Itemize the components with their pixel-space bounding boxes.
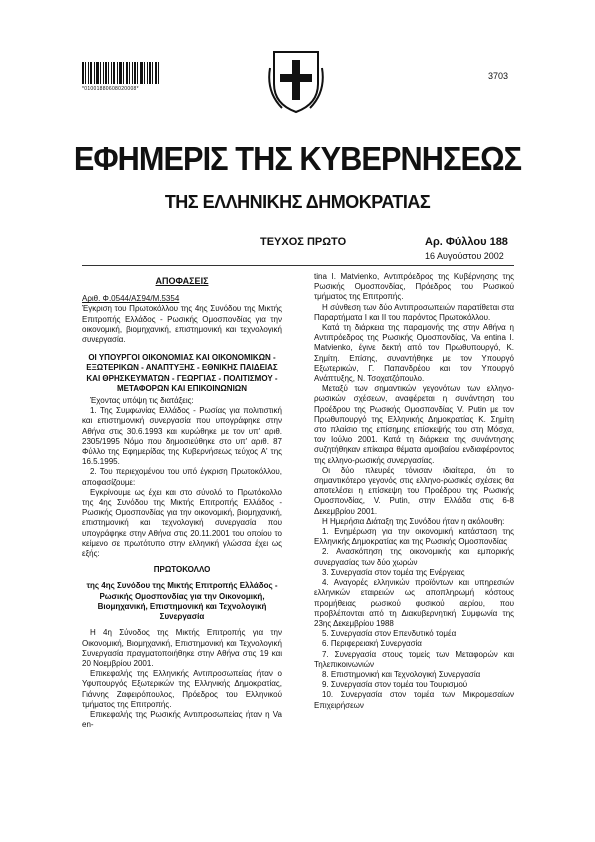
decision-reference: Αριθ. Φ.0544/ΑΣ94/Μ.5354 — [82, 294, 180, 304]
right-paragraph-1: Η σύνθεση των δύο Αντιπροσωπειών παρατίθεται στα Παραρτήματα I και II του παρόντος Πρωτοκόλλου. — [314, 302, 514, 322]
sheet-number: Αρ. Φύλλου 188 — [425, 236, 508, 248]
gazette-subtitle: ΤΗΣ ΕΛΛΗΝΙΚΗΣ ΔΗΜΟΚΡΑΤΙΑΣ — [164, 192, 431, 212]
agenda-item: 9. Συνεργασία στον τομέα του Τουρισμού — [322, 680, 468, 690]
agenda-item: 6. Περιφερειακή Συνεργασία — [322, 639, 422, 649]
right-paragraph-2: Κατά τη διάρκεια της παραμονής της στην Αθήνα η Αντιπρόεδρος της Ρωσικής Ομοσπονδίας, Va entina I. Matvienko, έγινε δεκτή από τον Πρωθυπουργό, Κ. Σημίτη. Επίσης, συναντήθηκε με τον Υπουργό Εξωτερικών, Γ. Παπανδρέου και τον Υπουργό Ανάπτυξης, Ν. Τσοχατζόπουλο. — [314, 323, 514, 384]
ministers-heading: ΟΙ ΥΠΟΥΡΓΟΙ ΟΙΚΟΝΟΜΙΑΣ ΚΑΙ ΟΙΚΟΝΟΜΙΚΩΝ - ΕΞΩΤΕΡΙΚΩΝ - ΑΝΑΠΤΥΞΗΣ - ΕΘΝΙΚΗΣ ΠΑΙΔΕΙΑΣ ΚΑΙ ΘΡΗΣΚΕΥΜΑΤΩΝ - ΓΕΩΡΓΙΑΣ - ΠΟΛΙΤΙΣΜΟΥ - ΜΕΤΑΦΟΡΩΝ ΚΑΙ ΕΠΙΚΟΙΝΩΝΙΩΝ — [86, 353, 278, 393]
section-title: ΑΠΟΦΑΣΕΙΣ — [155, 276, 209, 286]
provision-2: 2. Του περιεχομένου του υπό έγκριση Πρωτοκόλλου, αποφασίζουμε: — [82, 467, 282, 487]
right-paragraph-3: Μεταξύ των σημαντικών γεγονότων των ελληνο-ρωσικών σχέσεων, αναφέρεται η συνάντηση του Προέδρου της Ρωσικής Ομοσπονδίας V. Putin με τον Πρωθυπουργό της Ελληνικής Δημοκρατίας Κ. Σημίτη στο πλαίσιο της επίσημης επίσκεψής του στη Μόσχα, τον Ιούλιο 2001. Κατά τη διάρκεια της συνάντησης συζητήθηκαν επίκαιρα θέματα αμοιβαίου ενδιαφέροντος της ελληνο-ρωσικής συνεργασίας. — [314, 384, 514, 465]
greek-emblem-icon — [268, 48, 324, 114]
agenda-item: 5. Συνεργασία στον Επενδυτικό τομέα — [322, 629, 457, 639]
approval-text: Έγκριση του Πρωτοκόλλου της 4ης Συνόδου της Μικτής Επιτροπής Ελλάδος - Ρωσικής Ομοσπονδίας για την οικονομική, βιομηχανική, επιστημονική και τεχνολογική συνεργασία. — [82, 304, 282, 345]
agenda-item: 8. Επιστημονική και Τεχνολογική Συνεργασία — [322, 669, 481, 679]
right-column — [314, 272, 514, 711]
protocol-paragraph-1: Η 4η Σύνοδος της Μικτής Επιτροπής για την Οικονομική, Βιομηχανική, Επιστημονική και Τεχνολογική Συνεργασία πραγματοποιήθηκε στην Αθήνα στις 19 και 20 Νοεμβρίου 2001. — [82, 628, 282, 668]
header-divider — [82, 265, 514, 266]
page-number: 3703 — [487, 71, 508, 81]
agenda-item: 10. Συνεργασία στον τομέα των Μικρομεσαίων Επιχειρήσεων — [314, 690, 514, 710]
issue-label: ΤΕΥΧΟΣ ΠΡΩΤΟ — [260, 236, 347, 248]
considering-text: Έχοντας υπόψη τις διατάξεις: — [90, 396, 194, 406]
agenda-item: 3. Συνεργασία στον τομέα της Ενέργειας — [322, 567, 465, 577]
issue-date: 16 Αυγούστου 2002 — [425, 251, 504, 261]
left-column — [82, 272, 282, 730]
right-paragraph-4: Οι δύο πλευρές τόνισαν ιδιαίτερα, ότι το σημαντικότερο γεγονός στις ελληνο-ρωσικές σχέσεις θα αποτελέσει η επίσκεψη του Προέδρου της Ρωσικής Ομοσπονδίας, V. Putin, στην Ελλάδα στις 6-8 Δεκεμβρίου 2001. — [314, 465, 514, 516]
agenda-item: 7. Συνεργασία στους τομείς των Μεταφορών και Τηλεπικοινωνιών — [314, 649, 514, 669]
agenda-item: 2. Ανασκόπηση της οικονομικής και εμπορικής συνεργασίας των δύο χωρών — [314, 547, 514, 567]
decision-text: Εγκρίνουμε ως έχει και στο σύνολό το Πρωτόκολλο της 4ης Συνόδου της Μικτής Επιτροπής Ελλάδος - Ρωσικής Ομοσπονδίας για την οικονομική, βιομηχανική, επιστημονική και τεχνολογική συνεργασία που υπογράφηκε στην Αθήνα στις 20.11.2001 του οποίου το κείμενο σε πρωτότυπο στην ελληνική γλώσσα έχει ως εξής: — [82, 487, 282, 559]
protocol-heading: ΠΡΩΤΟΚΟΛΛΟ — [153, 565, 211, 575]
provision-1: 1. Της Συμφωνίας Ελλάδος - Ρωσίας για πολιτιστική και επιστημονική συνεργασία που υπογράφηκε στην Αθήνα στις 30.6.1993 και κυρώθηκε με τον υπ' αριθ. 2305/1995 Νόμο που δημοσιεύθηκε στο υπ' αριθ. 87 Φύλλο της Εφημερίδας της Κυβερνήσεως τεύχος Α' της 16.5.1995. — [82, 406, 282, 467]
agenda-item: 1. Ενημέρωση για την οικονομική κατάσταση της Ελληνικής Δημοκρατίας και της Ρωσικής Ομοσπονδίας — [314, 527, 514, 547]
barcode-text: *01001880608020008* — [82, 86, 139, 92]
agenda-item: 4. Αναγορές ελληνικών προϊόντων και υπηρεσιών ελληνικών εταιρειών ως αποπληρωμή κόστους προμήθειας ρωσικού φυσικού αερίου, που προβλέπονται από τη Διακυβερνητική Συμφωνία της 23ης Δεκεμβρίου 1988 — [314, 578, 514, 628]
continued-text: tina I. Matvienko, Αντιπρόεδρος της Κυβέρνησης της Ρωσικής Ομοσπονδίας, Πρόεδρος του Ρωσικού τμήματος της Επιτροπής. — [314, 272, 514, 302]
protocol-title: της 4ης Συνόδου της Μικτής Επιτροπής Ελλάδος - Ρωσικής Ομοσπονδίας για την Οικονομική, Βιομηχανική, Επιστημονική και Τεχνολογική Συνεργασία — [86, 581, 278, 622]
gazette-title: ΕΦΗΜΕΡΙΣ ΤΗΣ ΚΥΒΕΡΝΗΣΕΩΣ — [73, 140, 522, 177]
protocol-paragraph-2: Επικεφαλής της Ελληνικής Αντιπροσωπείας ήταν ο Υφυπουργός Εξωτερικών της Ελληνικής Δημοκρατίας, Γιάννης Ζαφειρόπουλος, Πρόεδρος του Ελληνικού τμήματος της Επιτροπής. — [82, 669, 282, 709]
agenda-intro: Η Ημερήσια Διάταξη της Συνόδου ήταν η ακόλουθη: — [322, 516, 505, 526]
protocol-paragraph-3: Επικεφαλής της Ρωσικής Αντιπροσωπείας ήταν η Va en- — [82, 709, 282, 730]
